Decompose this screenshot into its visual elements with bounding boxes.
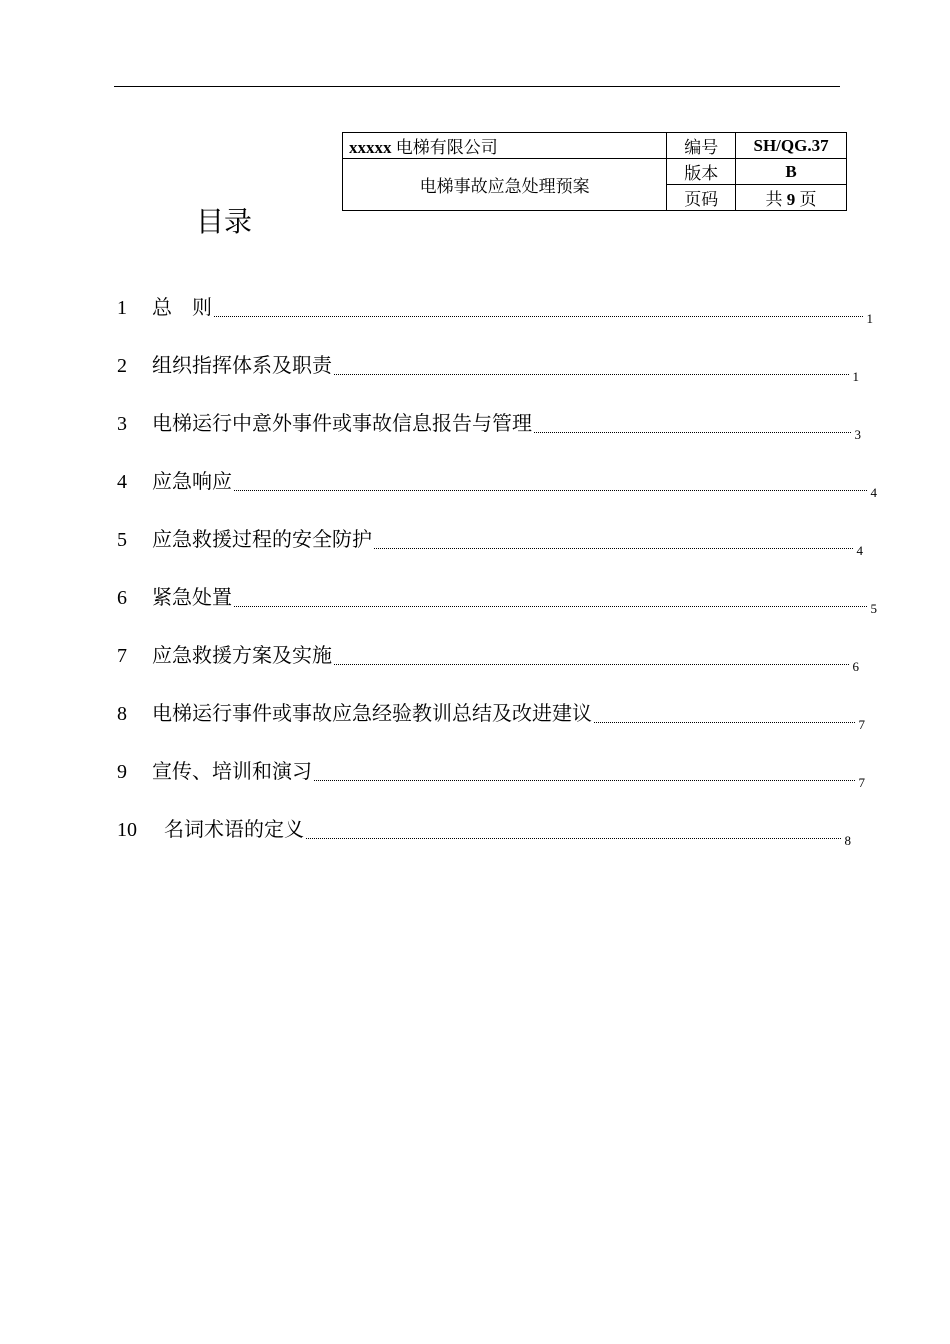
- toc-entry-page: 3: [854, 427, 861, 442]
- toc-entry-page: 1: [866, 311, 873, 326]
- toc-dot-leader: [214, 316, 863, 317]
- toc-entry-page: 6: [852, 659, 859, 674]
- toc-entry[interactable]: [117, 528, 863, 558]
- toc-dot-leader: [374, 548, 853, 549]
- toc-entry-title: 组织指挥体系及职责: [152, 355, 332, 377]
- toc-entry-title: 电梯运行中意外事件或事故信息报告与管理: [152, 413, 532, 435]
- toc-entry-title: 电梯运行事件或事故应急经验教训总结及改进建议: [152, 703, 592, 725]
- toc-entry-page: 8: [844, 833, 851, 848]
- toc-entry-number: 5: [117, 529, 127, 551]
- toc-entry[interactable]: [117, 412, 861, 442]
- toc-entry-number: 1: [117, 297, 127, 319]
- version-label: 版本: [667, 159, 736, 185]
- toc-entry-number: 6: [117, 587, 127, 609]
- toc-entry-page: 7: [858, 717, 865, 732]
- toc-entry[interactable]: [117, 644, 859, 674]
- page-count-total: 9: [786, 190, 796, 209]
- toc-dot-leader: [534, 432, 851, 433]
- code-value: SH/QG.37: [736, 133, 847, 159]
- toc-entry-page: 7: [858, 775, 865, 790]
- page-count-label: 页码: [667, 185, 736, 211]
- toc-entry[interactable]: [117, 586, 877, 616]
- toc-entry-number: 8: [117, 703, 127, 725]
- toc-entry-number: 9: [117, 761, 127, 783]
- toc-entry[interactable]: [117, 296, 873, 326]
- toc-entry-title: 总 则: [152, 297, 212, 319]
- toc-heading: 目录: [196, 205, 253, 238]
- toc-entry[interactable]: [117, 818, 851, 848]
- toc-dot-leader: [334, 374, 849, 375]
- toc-entry-title: 紧急处置: [152, 587, 232, 609]
- toc-entry[interactable]: [117, 760, 865, 790]
- version-value: B: [736, 159, 847, 185]
- toc-entry-number: 10: [117, 819, 137, 841]
- toc-dot-leader: [234, 606, 867, 607]
- toc-entry-page: 1: [852, 369, 859, 384]
- company-prefix: xxxxx: [349, 138, 392, 157]
- toc-dot-leader: [334, 664, 849, 665]
- toc-entry-title: 应急救援过程的安全防护: [152, 529, 372, 551]
- document-title: 电梯事故应急处理预案: [343, 159, 667, 211]
- toc-entry-number: 3: [117, 413, 127, 435]
- toc-entry-page: 4: [870, 485, 877, 500]
- toc-entry-title: 应急救援方案及实施: [152, 645, 332, 667]
- toc-entry[interactable]: [117, 354, 859, 384]
- toc-entry-number: 7: [117, 645, 127, 667]
- toc-entry-number: 4: [117, 471, 127, 493]
- toc-entry[interactable]: [117, 702, 865, 732]
- toc-entry-page: 4: [856, 543, 863, 558]
- toc-entry-page: 5: [870, 601, 877, 616]
- toc-entry-number: 2: [117, 355, 127, 377]
- toc-entry[interactable]: [117, 470, 877, 500]
- toc-dot-leader: [314, 780, 855, 781]
- company-name: 电梯有限公司: [395, 138, 498, 157]
- toc-entry-title: 应急响应: [152, 471, 232, 493]
- toc-dot-leader: [594, 722, 855, 723]
- code-label: 编号: [667, 133, 736, 159]
- toc-dot-leader: [234, 490, 867, 491]
- toc-entry-title: 宣传、培训和演习: [152, 761, 312, 783]
- page-count-prefix: 共: [765, 190, 783, 209]
- toc-entry-title: 名词术语的定义: [164, 819, 304, 841]
- page-count-suffix: 页: [799, 190, 817, 209]
- toc-dot-leader: [306, 838, 841, 839]
